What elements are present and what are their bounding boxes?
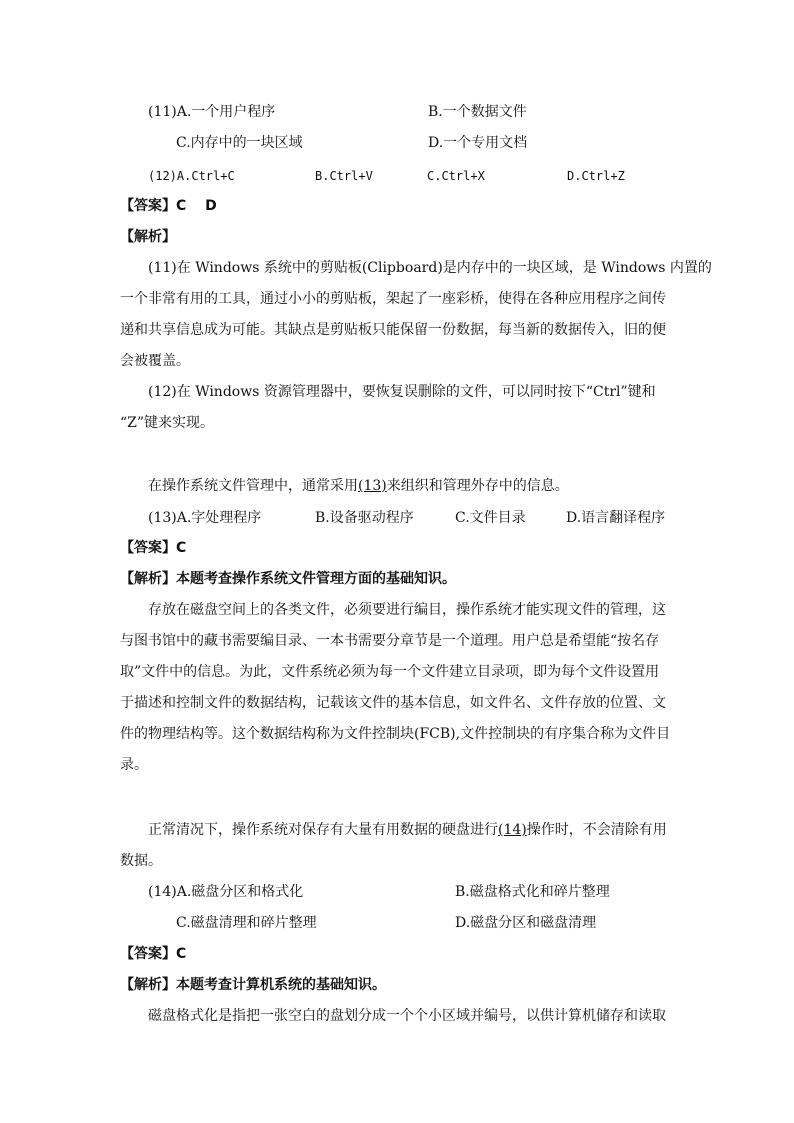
- option-13a: (13)A.字处理程序: [148, 510, 262, 526]
- stem-text: 操作时，不会清除有用: [526, 822, 667, 838]
- analysis-13-line-2: 与图书馆中的藏书需要编目录、一本书需要分章节是一个道理。用户总是希望能“按名存: [120, 633, 660, 649]
- answer-label: 【答案】: [120, 946, 176, 962]
- option-12c: C.Ctrl+X: [427, 169, 485, 183]
- answer-label: 【答案】: [120, 540, 176, 556]
- analysis-13-line-6: 录。: [120, 757, 148, 773]
- analysis-title: 本题考查操作系统文件管理方面的基础知识。: [176, 571, 456, 587]
- option-12d: D.Ctrl+Z: [567, 169, 625, 183]
- analysis-title: 本题考查计算机系统的基础知识。: [176, 977, 386, 993]
- answer-13: [120, 538, 186, 558]
- option-11c: C.内存中的一块区域: [176, 135, 303, 151]
- answer-label: 【答案】: [120, 198, 176, 214]
- answer-value: C: [176, 540, 187, 556]
- stem-text: 来组织和管理外存中的信息。: [386, 478, 569, 494]
- stem-text: 正常清况下，操作系统对保存有大量有用数据的硬盘进行: [148, 822, 498, 838]
- option-13b: B.设备驱动程序: [315, 510, 414, 526]
- stem-text: 在操作系统文件管理中，通常采用: [148, 478, 358, 494]
- analysis-14-heading: [120, 975, 386, 995]
- analysis-13-line-1: 存放在磁盘空间上的各类文件，必须要进行编目，操作系统才能实现文件的管理，这: [148, 602, 666, 618]
- answer-value: C: [176, 946, 187, 962]
- option-14d: D.磁盘分区和磁盘清理: [455, 915, 597, 931]
- question-14-stem: [148, 820, 667, 840]
- option-12a: (12)A.Ctrl+C: [148, 169, 235, 183]
- analysis-12-line-1: (12)在 Windows 资源管理器中，要恢复误删除的文件，可以同时按下“Ctrl”键和: [148, 384, 656, 400]
- blank-14: (14): [498, 822, 527, 838]
- analysis-13-line-3: 取”文件中的信息。为此，文件系统必须为每一个文件建立目录项，即为每个文件设置用: [120, 664, 660, 680]
- option-13d: D.语言翻译程序: [566, 510, 666, 526]
- analysis-11-line-1: (11)在 Windows 系统中的剪贴板(Clipboard)是内存中的一块区域，是 Windows 内置的: [148, 260, 712, 276]
- analysis-13-heading: [120, 569, 456, 589]
- analysis-13-line-5: 件的物理结构等。这个数据结构称为文件控制块(FCB),文件控制块的有序集合称为文件目: [120, 726, 671, 742]
- option-14b: B.磁盘格式化和碎片整理: [455, 884, 610, 900]
- analysis-14-line-1: 磁盘格式化是指把一张空白的盘划分成一个个小区域并编号，以供计算机储存和读取: [148, 1008, 666, 1024]
- option-11d: D.一个专用文档: [428, 135, 528, 151]
- question-14-stem-line-2: 数据。: [120, 853, 162, 869]
- answer-14: [120, 944, 186, 964]
- blank-13: (13): [358, 478, 387, 494]
- answer-11-12: [120, 196, 217, 216]
- option-14a: (14)A.磁盘分区和格式化: [148, 884, 304, 900]
- analysis-12-line-2: “Z”键来实现。: [120, 415, 215, 431]
- analysis-label: 【解析】: [120, 229, 176, 245]
- option-12b: B.Ctrl+V: [315, 169, 373, 183]
- option-11b: B.一个数据文件: [428, 104, 527, 120]
- question-13-stem: [148, 476, 569, 496]
- option-13c: C.文件目录: [455, 510, 526, 526]
- analysis-13-line-4: 于描述和控制文件的数据结构，记载该文件的基本信息，如文件名、文件存放的位置、文: [120, 695, 666, 711]
- option-11a: (11)A.一个用户程序: [148, 104, 276, 120]
- analysis-11-line-4: 会被覆盖。: [120, 353, 190, 369]
- analysis-11-line-3: 递和共享信息成为可能。其缺点是剪贴板只能保留一份数据，每当新的数据传入，旧的便: [120, 322, 666, 338]
- analysis-label: 【解析】: [120, 571, 176, 587]
- option-14c: C.磁盘清理和碎片整理: [176, 915, 317, 931]
- analysis-label: 【解析】: [120, 977, 176, 993]
- answer-value: C D: [176, 198, 217, 214]
- analysis-11-line-2: 一个非常有用的工具，通过小小的剪贴板，架起了一座彩桥，使得在各种应用程序之间传: [120, 291, 666, 307]
